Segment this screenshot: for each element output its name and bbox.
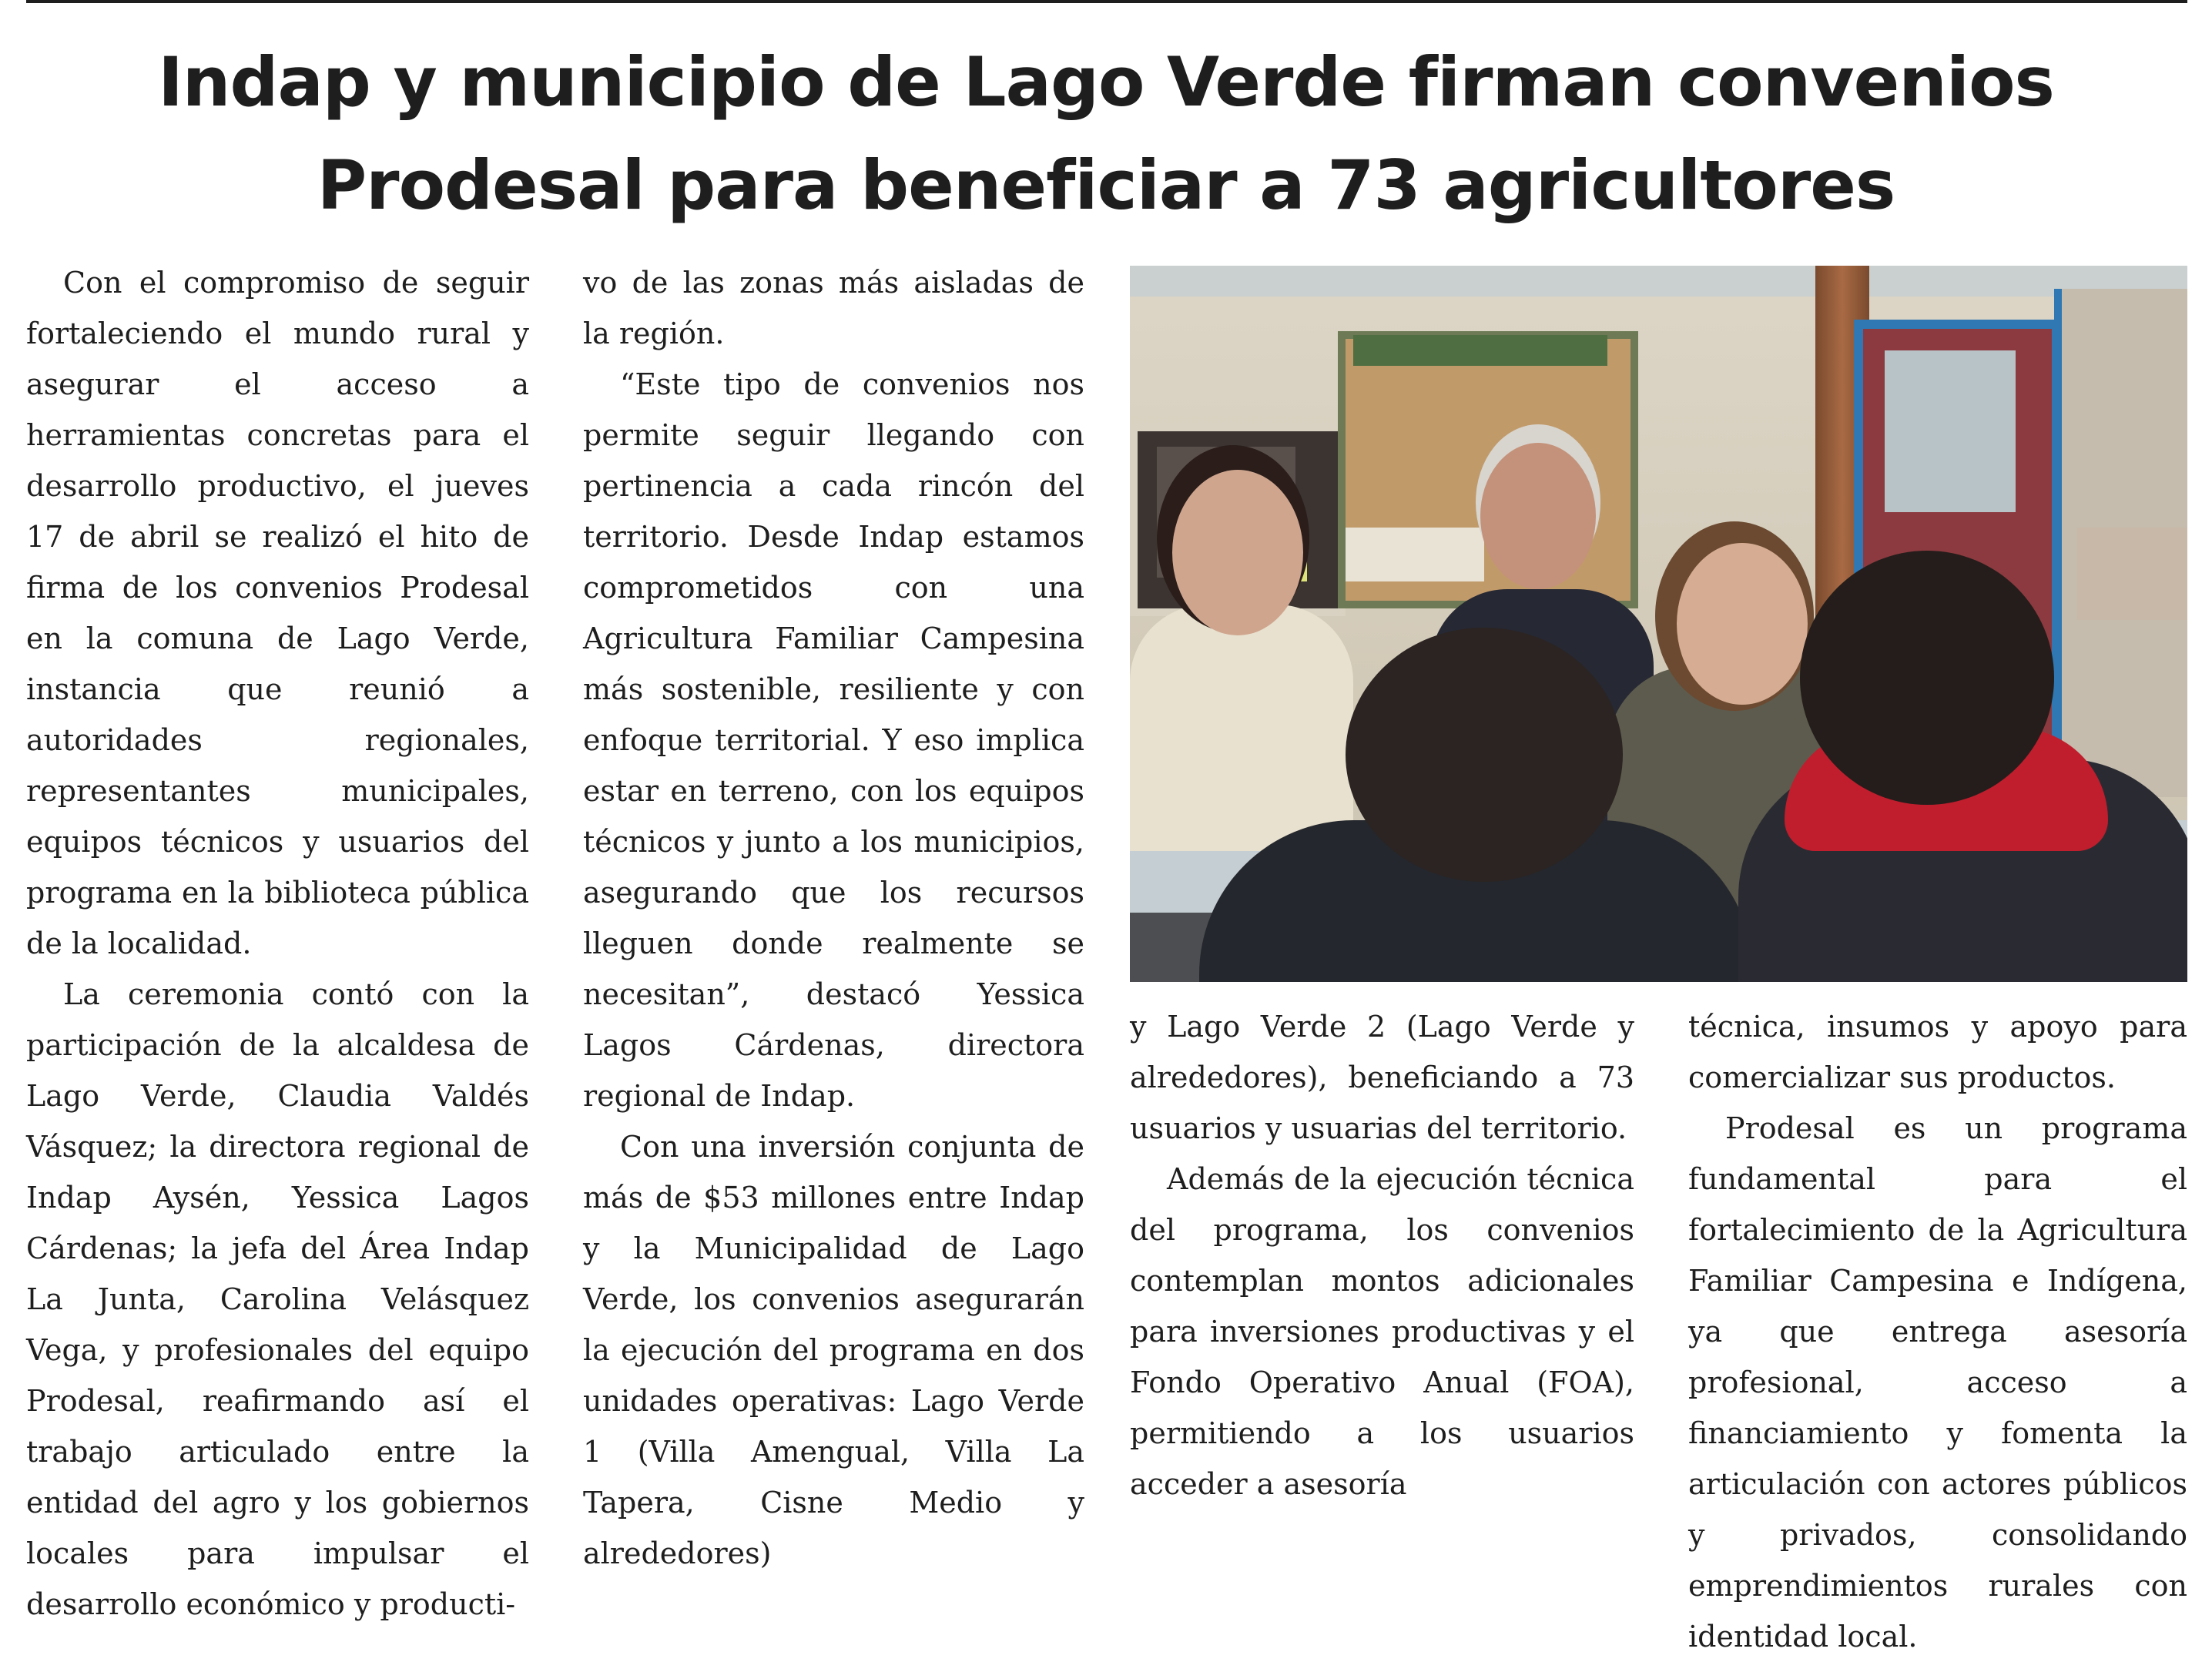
- photo-shelf: [2077, 528, 2187, 620]
- top-rule: [26, 0, 2187, 3]
- photo-bulletin-board-header: [1353, 335, 1607, 366]
- headline: [46, 31, 2166, 237]
- photo-person-4-head: [1346, 628, 1623, 882]
- paragraph: vo de las zonas más aisladas de la región.: [583, 266, 1084, 350]
- photo-person-5-head: [1800, 551, 2054, 805]
- photo-person-3-head: [1677, 543, 1808, 705]
- paragraph: y Lago Verde 2 (Lago Verde y alrededores), beneficiando a 73 usuarios y usuarias del territorio.: [1130, 1010, 1634, 1145]
- paragraph: Con una inversión conjunta de más de $53 millones entre Indap y la Municipalidad de Lago Verde, los convenios asegurarán la ejecución del programa en dos unidades operativas: Lago Verde 1 (Villa Amengual, Villa La Tapera, Cisne Medio y alrededores): [583, 1130, 1084, 1570]
- photo-door-glass: [1885, 350, 2016, 512]
- headline-line-2: Prodesal para beneficiar a 73 agricultores: [317, 146, 1895, 225]
- photo-ceiling: [1130, 266, 2187, 297]
- article-column-2: [583, 257, 1084, 1579]
- paragraph: La ceremonia contó con la participación de la alcaldesa de Lago Verde, Claudia Valdés Vásquez; la directora regional de Indap Aysén, Yessica Lagos Cárdenas; la jefa del Área Indap La Junta, Carolina Velásquez Vega, y profesionales del equipo Prodesal, reafirmando así el trabajo articulado entre la entidad del agro y los gobiernos locales para impulsar el desarrollo económico y producti-: [26, 977, 529, 1621]
- photo-person-1-head: [1172, 470, 1303, 635]
- photo-person-2-head: [1480, 443, 1596, 589]
- paragraph: Además de la ejecución técnica del programa, los convenios contemplan montos adicionales para inversiones productivas y el Fondo Operativo Anual (FOA), permitiendo a los usuarios acceder a asesoría: [1130, 1162, 1634, 1501]
- paragraph: “Este tipo de convenios nos permite seguir llegando con pertinencia a cada rincón del territorio. Desde Indap estamos comprometidos con una Agricultura Familiar Campesina más sostenible, resiliente y con enfoque territorial. Y eso implica estar en terreno, con los equipos técnicos y junto a los municipios, asegurando que los recursos lleguen donde realmente se necesitan”, destacó Yessica Lagos Cárdenas, directora regional de Indap.: [583, 367, 1084, 1113]
- headline-line-1: Indap y municipio de Lago Verde firman convenios: [158, 42, 2054, 122]
- paragraph: Prodesal es un programa fundamental para el fortalecimiento de la Agricultura Familiar Campesina e Indígena, ya que entrega asesoría profesional, acceso a financiamiento y fomenta la articulación con actores públicos y privados, consolidando emprendimientos rurales con identidad local.: [1688, 1111, 2187, 1654]
- article-photo: [1130, 266, 2187, 982]
- paragraph: técnica, insumos y apoyo para comercializar sus productos.: [1688, 1010, 2187, 1094]
- photo-poster: [1346, 528, 1484, 581]
- paragraph: Con el compromiso de seguir fortaleciendo el mundo rural y asegurar el acceso a herramientas concretas para el desarrollo productivo, el jueves 17 de abril se realizó el hito de firma de los convenios Prodesal en la comuna de Lago Verde, instancia que reunió a autoridades regionales, representantes municipales, equipos técnicos y usuarios del programa en la biblioteca pública de la localidad.: [26, 266, 529, 960]
- article-column-4: [1688, 1001, 2187, 1662]
- photo-person-1: [1130, 605, 1353, 851]
- article-column-1: [26, 257, 529, 1630]
- article-column-3: [1130, 1001, 1634, 1510]
